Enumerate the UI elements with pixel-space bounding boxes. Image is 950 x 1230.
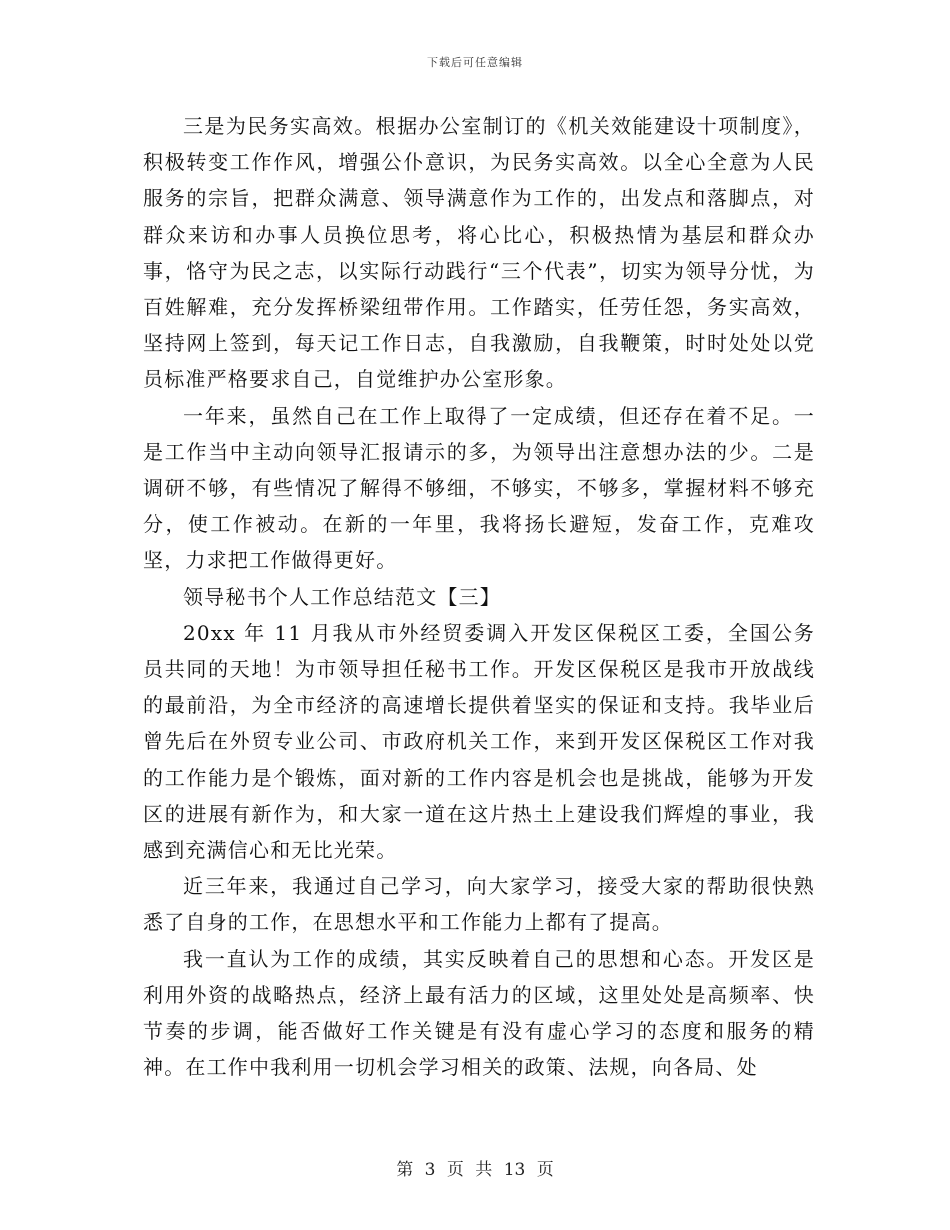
paragraph: 三是为民务实高效。根据办公室制订的《机关效能建设十项制度》，积极转变工作作风，增强公仆意识，为民务实高效。以全心全意为人民服务的宗旨，把群众满意、领导满意作为工作的，出发点和落脚点，对群众来访和办事人员换位思考，将心比心，积极热情为基层和群众办事，恪守为民之志，以实际行动践行“三个代表”，切实为领导分忧，为百姓解难，充分发挥桥梁纽带作用。工作踏实，任劳任怨，务实高效，坚持网上签到，每天记工作日志，自我激励，自我鞭策，时时处处以党员标准严格要求自己，自觉维护办公室形象。 bbox=[143, 114, 815, 392]
page-number-footer: 第 3 页 共 13 页 bbox=[396, 1160, 554, 1180]
document-body bbox=[143, 108, 815, 1085]
paragraph: 近三年来，我通过自己学习，向大家学习，接受大家的帮助很快熟悉了自身的工作，在思想水平和工作能力上都有了提高。 bbox=[143, 874, 815, 935]
section-heading: 领导秘书个人工作总结范文【三】 bbox=[183, 584, 501, 609]
paragraph: 我一直认为工作的成绩，其实反映着自己的思想和心态。开发区是利用外资的战略热点，经济上最有活力的区域，这里处处是高频率、快节奏的步调，能否做好工作关键是有没有虚心学习的态度和服务的精神。在工作中我利用一切机会学习相关的政策、法规，向各局、处 bbox=[143, 946, 815, 1080]
page-header: 下载后可任意编辑 bbox=[427, 56, 523, 69]
paragraph: 20xx 年 11 月我从市外经贸委调入开发区保税区工委，全国公务员共同的天地！为市领导担任秘书工作。开发区保税区是我市开放战线的最前沿，为全市经济的高速增长提供着坚实的保证和支持。我毕业后曾先后在外贸专业公司、市政府机关工作，来到开发区保税区工作对我的工作能力是个锻炼，面对新的工作内容是机会也是挑战，能够为开发区的进展有新作为，和大家一道在这片热土上建设我们辉煌的事业，我感到充满信心和无比光荣。 bbox=[143, 620, 815, 863]
paragraph: 一年来，虽然自己在工作上取得了一定成绩，但还存在着不足。一是工作当中主动向领导汇报请示的多，为领导出注意想办法的少。二是调研不够，有些情况了解得不够细，不够实，不够多，掌握材料不够充分，使工作被动。在新的一年里，我将扬长避短，发奋工作，克难攻坚，力求把工作做得更好。 bbox=[143, 403, 815, 573]
